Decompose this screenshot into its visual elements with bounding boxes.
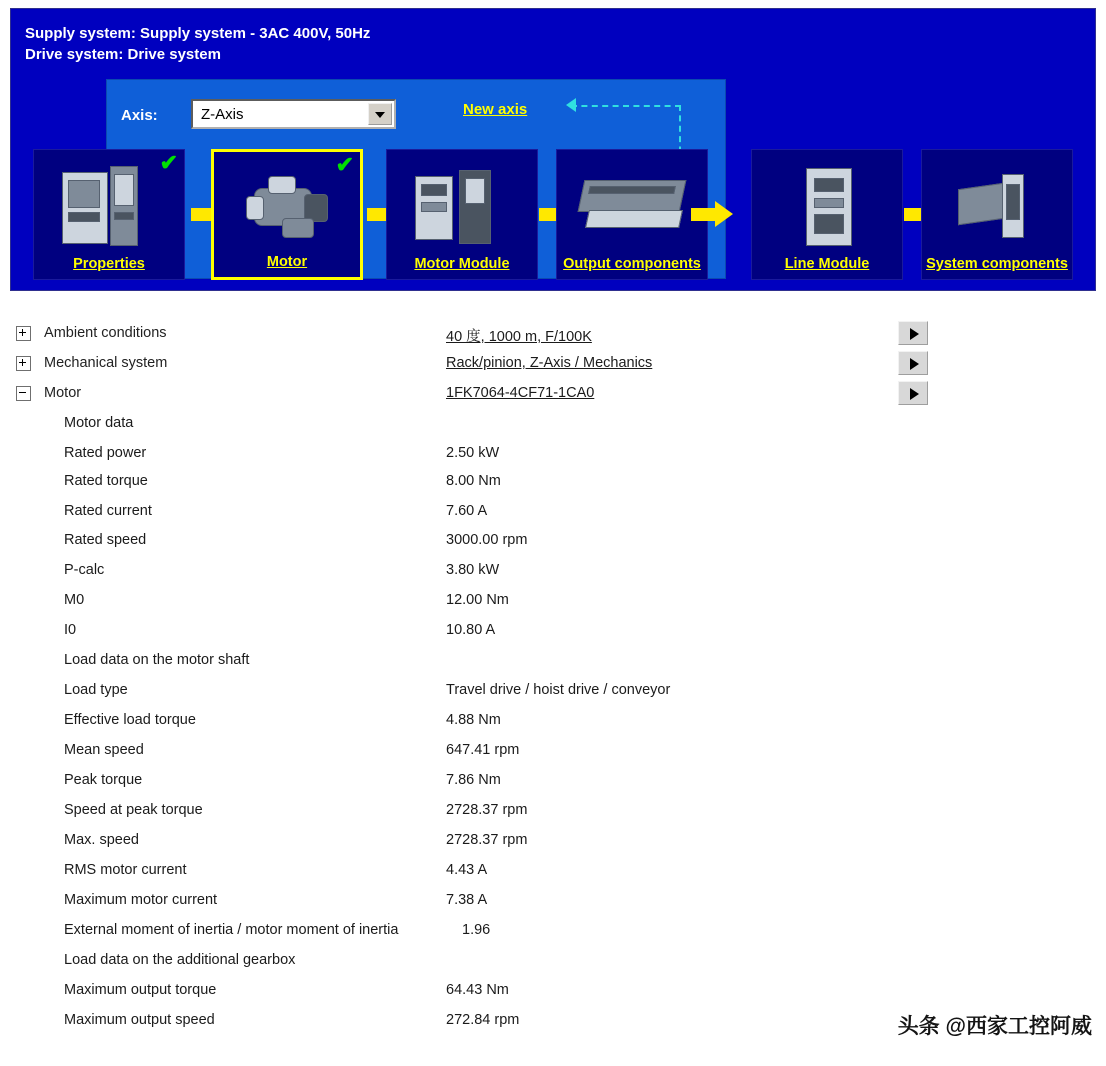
flow-item-label: Motor [266, 254, 308, 270]
flow-item-line-module[interactable] [751, 149, 903, 280]
field-label-rated-current: Rated current [64, 503, 152, 519]
flow-item-label: System components [926, 256, 1068, 272]
collapse-icon[interactable] [16, 386, 31, 401]
field-value-peak-torque: 7.86 Nm [446, 772, 501, 788]
field-label-max-speed: Max. speed [64, 832, 139, 848]
field-label-speed-at-peak-torque: Speed at peak torque [64, 802, 203, 818]
flow-item-label: Properties [73, 256, 145, 272]
tree-item-label: Mechanical system [44, 355, 168, 372]
motor-icon [228, 164, 352, 250]
cabinet-icon [48, 162, 172, 248]
field-label-maximum-motor-current: Maximum motor current [64, 892, 218, 908]
flow-item-label: Motor Module [414, 256, 510, 272]
section-title-motor-data: Motor data [64, 415, 134, 431]
details-pane [0, 300, 1106, 1066]
field-label-maximum-output-speed: Maximum output speed [64, 1012, 215, 1028]
tree-item-motor[interactable] [16, 385, 81, 407]
field-label-inertia-ratio: External moment of inertia / motor moment of inertia [64, 922, 399, 938]
watermark-text: 头条 @西家工控阿威 [897, 1015, 1092, 1038]
field-value-maximum-output-speed: 272.84 rpm [446, 1012, 520, 1028]
field-value-maximum-motor-current: 7.38 A [446, 892, 488, 908]
output-components-icon [571, 162, 695, 248]
field-label-peak-torque: Peak torque [64, 772, 143, 788]
field-value-rated-power: 2.50 kW [446, 445, 500, 461]
field-label-maximum-output-torque: Maximum output torque [64, 982, 217, 998]
field-label-effective-load-torque: Effective load torque [64, 712, 196, 728]
new-axis-link[interactable]: New axis [463, 101, 528, 118]
chevron-down-icon[interactable] [368, 103, 392, 125]
flow-item-label: Output components [563, 256, 701, 272]
ambient-conditions-value[interactable]: 40 度, 1000 m, F/100K [446, 329, 592, 345]
tree-item-mechanical-system[interactable] [16, 355, 167, 377]
field-value-rated-current: 7.60 A [446, 503, 488, 519]
flow-item-system-components[interactable] [921, 149, 1073, 280]
drive-overview-panel [10, 8, 1096, 291]
mechanical-system-open-button[interactable] [898, 351, 928, 375]
field-label-rated-speed: Rated speed [64, 532, 147, 548]
field-value-m0: 12.00 Nm [446, 592, 509, 608]
status-check-icon: ✔ [159, 150, 178, 175]
field-value-maximum-output-torque: 64.43 Nm [446, 982, 509, 998]
field-value-rated-torque: 8.00 Nm [446, 473, 501, 489]
field-label-rated-power: Rated power [64, 445, 147, 461]
status-check-icon: ✔ [335, 152, 354, 177]
field-value-i0: 10.80 A [446, 622, 496, 638]
tree-item-label: Motor [44, 385, 82, 402]
flow-item-output-components[interactable] [556, 149, 708, 280]
section-title-shaft-load: Load data on the motor shaft [64, 652, 250, 668]
field-label-mean-speed: Mean speed [64, 742, 144, 758]
expand-icon[interactable] [16, 356, 31, 371]
field-value-load-type: Travel drive / hoist drive / conveyor [446, 682, 671, 698]
expand-icon[interactable] [16, 326, 31, 341]
field-label-rms-motor-current: RMS motor current [64, 862, 187, 878]
axis-dropdown-value: Z-Axis [201, 106, 244, 123]
dashed-line-horizontal [571, 105, 681, 107]
field-value-p-calc: 3.80 kW [446, 562, 500, 578]
section-title-gearbox-load: Load data on the additional gearbox [64, 952, 296, 968]
motor-open-button[interactable] [898, 381, 928, 405]
field-label-m0: M0 [64, 592, 85, 608]
line-module-icon [766, 162, 890, 248]
field-value-speed-at-peak-torque: 2728.37 rpm [446, 802, 528, 818]
drive-system-text: Drive system: Drive system [25, 46, 221, 63]
flow-item-label: Line Module [784, 256, 870, 272]
mechanical-system-value[interactable]: Rack/pinion, Z-Axis / Mechanics [446, 355, 653, 371]
tree-item-ambient-conditions[interactable] [16, 325, 167, 347]
field-label-rated-torque: Rated torque [64, 473, 148, 489]
supply-system-text: Supply system: Supply system - 3AC 400V, 50Hz [25, 25, 371, 42]
field-value-rated-speed: 3000.00 rpm [446, 532, 528, 548]
axis-label: Axis: [121, 107, 158, 124]
field-label-i0: I0 [64, 622, 77, 638]
motor-order-number-value[interactable]: 1FK7064-4CF71-1CA0 [446, 385, 595, 401]
field-label-p-calc: P-calc [64, 562, 105, 578]
axis-dropdown[interactable] [191, 99, 396, 129]
ambient-conditions-open-button[interactable] [898, 321, 928, 345]
field-value-mean-speed: 647.41 rpm [446, 742, 520, 758]
flow-item-motor-module[interactable] [386, 149, 538, 280]
flow-item-properties[interactable] [33, 149, 185, 280]
field-value-inertia-ratio: 1.96 [462, 922, 491, 938]
tree-item-label: Ambient conditions [44, 325, 167, 342]
field-label-load-type: Load type [64, 682, 128, 698]
field-value-rms-motor-current: 4.43 A [446, 862, 488, 878]
field-value-max-speed: 2728.37 rpm [446, 832, 528, 848]
motor-module-icon [401, 162, 525, 248]
field-value-effective-load-torque: 4.88 Nm [446, 712, 501, 728]
flow-arrow-4-icon [691, 201, 733, 227]
flow-item-motor[interactable] [211, 149, 363, 280]
system-components-icon [936, 162, 1060, 248]
